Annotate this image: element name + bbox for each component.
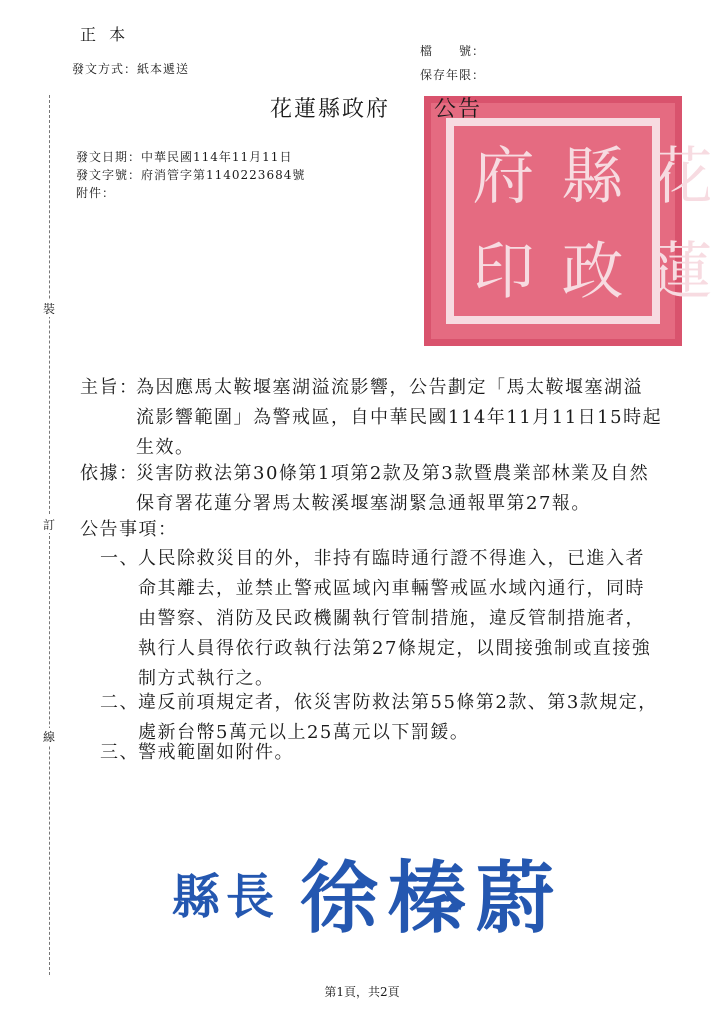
document-type: 公告	[434, 97, 483, 122]
page-number: 第1頁，共2頁	[324, 985, 400, 999]
notice-line: 警戒範圍如附件。	[138, 742, 294, 763]
seal-char: 印	[462, 237, 535, 300]
subject-line: 生效。	[136, 437, 195, 458]
notice-line: 執行人員得依行政執行法第27條規定，以間接強制或直接強	[138, 638, 652, 659]
notice-item-1	[138, 544, 698, 694]
document-title	[270, 92, 482, 123]
copy-type: 正 本	[80, 25, 130, 44]
notice-item-number: 一、	[100, 548, 139, 569]
basis-text	[136, 459, 696, 519]
basis-line: 災害防救法第30條第1項第2款及第3款暨農業部林業及自然	[136, 463, 650, 484]
official-seal	[424, 96, 713, 346]
notice-line: 人民除救災目的外，非持有臨時通行證不得進入，已進入者	[138, 548, 645, 569]
basis-line: 保育署花蓮分署馬太鞍溪堰塞湖緊急通報單第27報。	[136, 493, 591, 514]
seal-char: 縣	[551, 142, 624, 205]
notice-line: 處新台幣5萬元以上25萬元以下罰鍰。	[138, 722, 470, 743]
notice-label: 公告事項：	[80, 519, 178, 540]
delivery-method: 發文方式：紙本遞送	[72, 62, 190, 76]
signature-title: 縣長	[172, 868, 281, 925]
reference-number: 發文字號：府消管字第1140223684號	[76, 168, 306, 182]
subject-label: 主旨：	[80, 377, 139, 398]
archive-number-label: 檔 號：	[420, 44, 486, 58]
notice-item-number: 二、	[100, 692, 139, 713]
binding-mark-middle: 訂	[42, 518, 55, 532]
retention-label: 保存年限：	[420, 68, 486, 82]
binding-mark-bottom: 線	[42, 730, 55, 744]
subject-line: 流影響範圍」為警戒區，自中華民國114年11月11日15時起	[136, 407, 663, 428]
seal-char: 蓮	[640, 237, 713, 300]
binding-mark-top: 裝	[42, 302, 55, 316]
issue-date: 發文日期：中華民國114年11月11日	[76, 150, 293, 164]
notice-line: 命其離去，並禁止警戒區域內車輛警戒區水域內通行，同時	[138, 578, 645, 599]
notice-line: 違反前項規定者，依災害防救法第55條第2款、第3款規定，	[138, 692, 658, 713]
seal-char: 府	[462, 142, 535, 205]
notice-line: 由警察、消防及民政機關執行管制措施，違反管制措施者，	[138, 608, 645, 629]
attachment-label: 附件：	[76, 186, 116, 200]
signature-name: 徐榛蔚	[300, 853, 565, 944]
signature-stamp	[172, 836, 564, 948]
subject-text	[136, 373, 696, 463]
seal-char: 花	[640, 142, 713, 205]
notice-line: 制方式執行之。	[138, 668, 275, 689]
subject-line: 為因應馬太鞍堰塞湖溢流影響，公告劃定「馬太鞍堰塞湖溢	[136, 377, 643, 398]
agency-name: 花蓮縣政府	[270, 97, 391, 122]
notice-item-3	[138, 738, 698, 768]
binding-line	[49, 95, 50, 975]
notice-item-number: 三、	[100, 742, 139, 763]
seal-char: 政	[551, 237, 624, 300]
basis-label: 依據：	[80, 463, 139, 484]
